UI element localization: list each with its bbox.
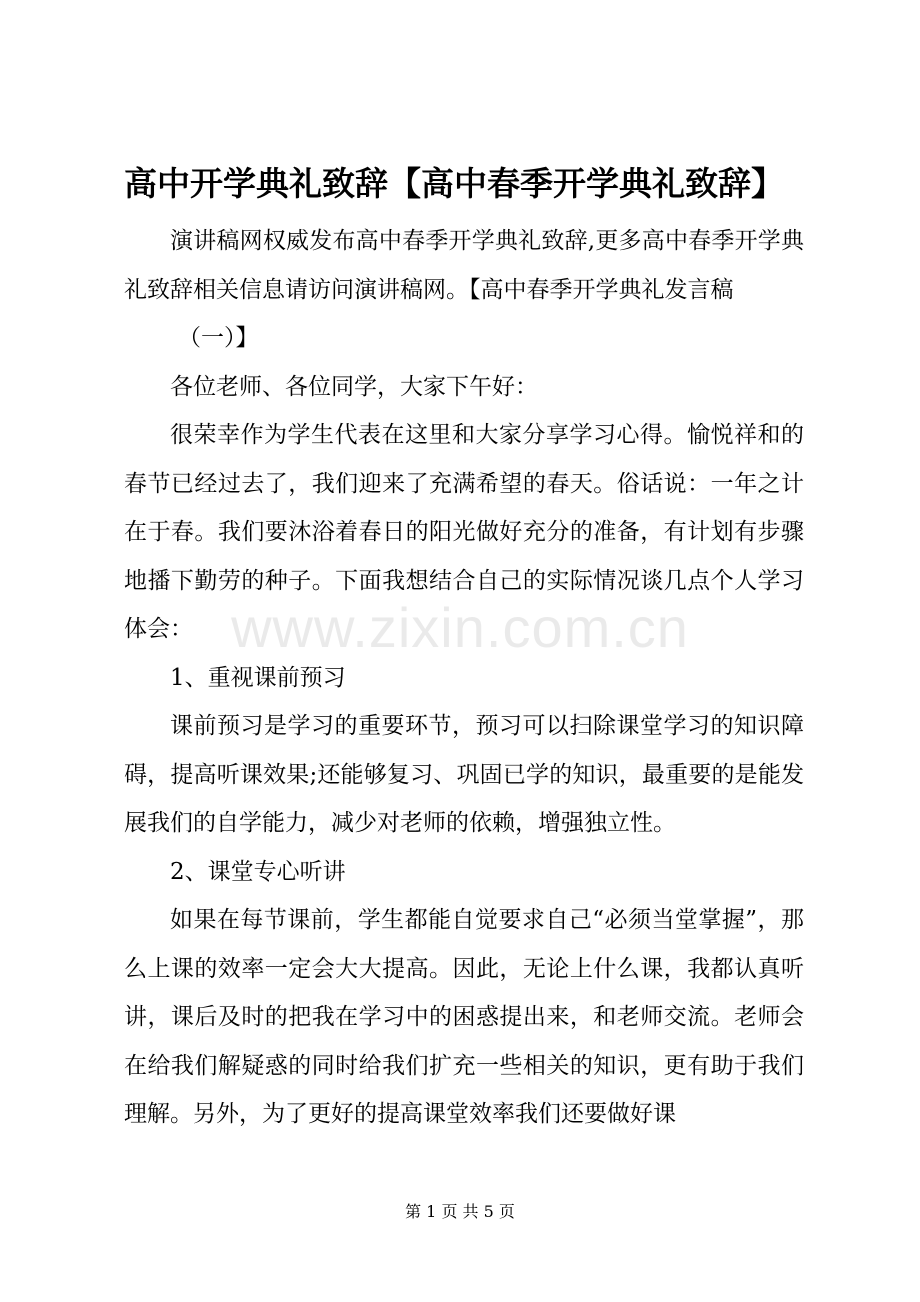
intro-paragraph-continuation: （一）】 bbox=[178, 325, 259, 351]
body-paragraph: 很荣幸作为学生代表在这里和大家分享学习心得。愉悦祥和的春节已经过去了，我们迎来了充满希望的春天。俗话说：一年之计在于春。我们要沐浴着春日的阳光做好充分的准备，有计划有步骤地播下勤劳的种子。下面我想结合自己的实际情况谈几点个人学习体会： bbox=[124, 422, 804, 642]
section-heading: 1、重视课前预习 bbox=[170, 664, 346, 691]
document-title: 高中开学典礼致辞【高中春季开学典礼致辞】 bbox=[124, 164, 784, 203]
document-body bbox=[124, 217, 804, 1139]
watermark: www.zixin.com.cn bbox=[231, 596, 689, 659]
body-paragraph: 课前预习是学习的重要环节，预习可以扫除课堂学习的知识障碍，提高听课效果;还能够复习、巩固已学的知识，最重要的是能发展我们的自学能力，减少对老师的依赖，增强独立性。 bbox=[124, 713, 804, 836]
section-heading: 2、课堂专心听讲 bbox=[170, 858, 346, 885]
intro-paragraph: 演讲稿网权威发布高中春季开学典礼致辞,更多高中春季开学典礼致辞相关信息请访问演讲稿网。【高中春季开学典礼发言稿 bbox=[124, 228, 804, 303]
body-paragraph: 如果在每节课前，学生都能自觉要求自己“必须当堂掌握”，那么上课的效率一定会大大提高。因此，无论上什么课，我都认真听讲，课后及时的把我在学习中的困惑提出来，和老师交流。老师会在给我们解疑惑的同时给我们扩充一些相关的知识，更有助于我们理解。另外，为了更好的提高课堂效率我们还要做好课 bbox=[124, 907, 804, 1127]
page-footer: 第 1 页 共 5 页 bbox=[405, 1202, 515, 1221]
greeting-paragraph: 各位老师、各位同学，大家下午好： bbox=[170, 373, 538, 400]
